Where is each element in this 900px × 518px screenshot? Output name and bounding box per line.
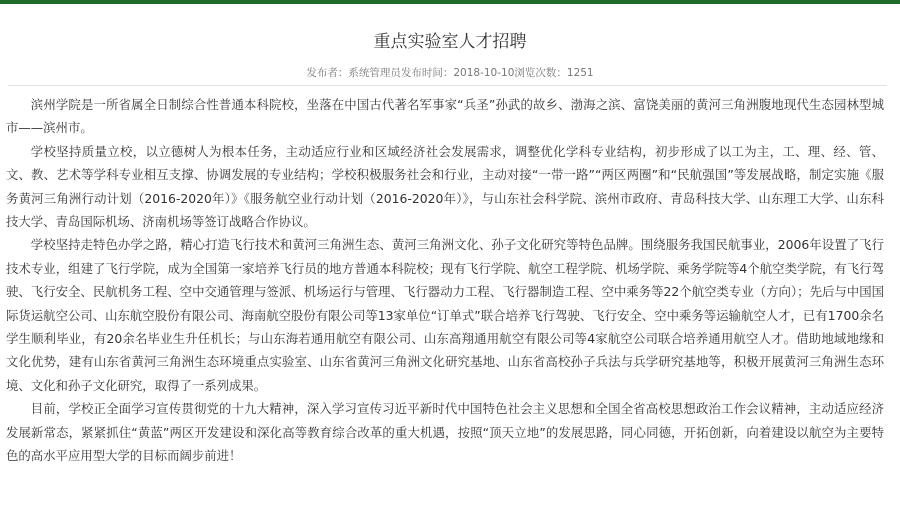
article	[0, 4, 900, 518]
paragraph-quality: 学校坚持质量立校，以立德树人为根本任务，主动适应行业和区域经济社会发展需求，调整优化学科专业结构，初步形成了以工为主，工、理、经、管、文、教、艺术等学科专业相互支撑、协调发展的专业结构；学校积极服务社会和行业，主动对接“一带一路”“两区两圈”和“民航强国”等发展战略，制定实施《服务黄河三角洲行动计划（2016-2020年）》《服务航空业行动计划（2016-2020年）》，与山东社会科学院、滨州市政府、青岛科技大学、山东理工大学、山东科技大学、青岛国际机场、济南机场等签订战略合作协议。	[6, 143, 884, 230]
article-meta	[0, 65, 900, 81]
view-count-label: 浏览次数：	[514, 67, 567, 79]
paragraph-intro: 滨州学院是一所省属全日制综合性普通本科院校，坐落在中国古代著名军事家“兵圣”孙武的故乡、渤海之滨、富饶美丽的黄河三角洲腹地现代生态园林型城市——滨州市。	[6, 97, 884, 136]
paragraph-features: 学校坚持走特色办学之路，精心打造飞行技术和黄河三角洲生态、黄河三角洲文化、孙子文化研究等特色品牌。围绕服务我国民航事业，2006年设置了飞行技术专业，组建了飞行学院，成为全国第一家培养飞行员的地方普通本科院校；现有飞行学院、航空工程学院、机场学院、乘务学院等4个航空类学院，有飞行驾驶、飞行安全、民航机务工程、空中交通管理与签派、机场运行与管理、飞行器动力工程、飞行器制造工程、空中乘务等22个航空类专业（方向）；先后与中国国际货运航空公司、山东航空股份有限公司、海南航空股份有限公司等13家单位“订单式”联合培养飞行驾驶、飞行安全、空中乘务等运输航空人才，已有1700余名学生顺利毕业，有20余名毕业生升任机长；与山东海若通用航空有限公司、山东高翔通用航空有限公司等4家航空公司联合培养通用航空人才。借助地域地缘和文化优势，建有山东省黄河三角洲生态环境重点实验室、山东省黄河三角洲文化研究基地、山东省高校孙子兵法与兵学研究基地等，积极开展黄河三角洲生态环境、文化和孙子文化研究，取得了一系列成果。	[6, 237, 884, 393]
article-body	[6, 93, 884, 468]
meta-divider	[8, 85, 887, 86]
publish-time-value: 2018-10-10	[453, 67, 515, 79]
publish-time-label: 发布时间：	[400, 67, 454, 79]
paragraph-current: 目前，学校正全面学习宣传贯彻党的十九大精神，深入学习宣传习近平新时代中国特色社会主义思想和全国全省高校思想政治工作会议精神，主动适应经济发展新常态，紧紧抓住“黄蓝”两区开发建设和深化高等教育综合改革的重大机遇，按照“顶天立地”的发展思路，同心同德，开拓创新，向着建设以航空为主要特色的高水平应用型大学的目标而阔步前进！	[6, 401, 884, 464]
publisher-value: 系统管理员	[348, 67, 401, 79]
publisher-label: 发布者：	[306, 67, 349, 79]
view-count-value: 1251	[566, 67, 594, 79]
article-title: 重点实验室人才招聘	[373, 32, 527, 52]
